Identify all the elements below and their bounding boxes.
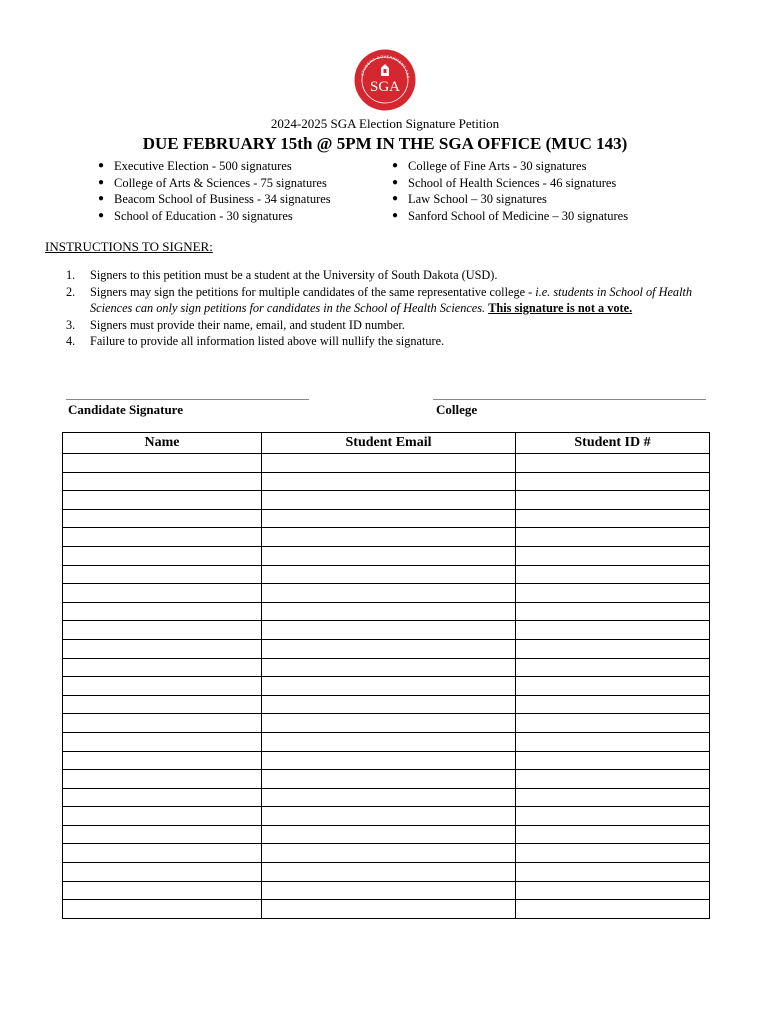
student-id-cell[interactable] bbox=[516, 695, 710, 714]
requirement-item: ● School of Education - 30 signatures bbox=[98, 208, 293, 223]
requirement-item: ● School of Health Sciences - 46 signatures bbox=[392, 175, 617, 190]
college-line[interactable] bbox=[433, 399, 706, 400]
instruction-item: 2. Signers may sign the petitions for multiple candidates of the same representative college - i.e. students in School of Health Sciences can only sign petitions for candidates in the School of Health Sciences. This signature is not a vote. bbox=[66, 284, 693, 315]
table-row bbox=[63, 621, 710, 640]
student-id-cell[interactable] bbox=[516, 900, 710, 919]
column-header-email: Student Email bbox=[262, 433, 516, 454]
bullet-icon: ● bbox=[98, 209, 105, 221]
email-cell[interactable] bbox=[262, 509, 516, 528]
table-row bbox=[63, 863, 710, 882]
email-cell[interactable] bbox=[262, 770, 516, 789]
due-date-title: DUE FEBRUARY 15th @ 5PM IN THE SGA OFFICE (MUC 143) bbox=[142, 134, 628, 153]
signature-rows bbox=[63, 454, 710, 919]
table-row bbox=[63, 454, 710, 473]
student-id-cell[interactable] bbox=[516, 472, 710, 491]
name-cell[interactable] bbox=[63, 602, 262, 621]
college-label: College bbox=[436, 402, 478, 417]
instructions-list bbox=[66, 267, 726, 350]
email-cell[interactable] bbox=[262, 565, 516, 584]
table-row bbox=[63, 807, 710, 826]
student-id-cell[interactable] bbox=[516, 751, 710, 770]
email-cell[interactable] bbox=[262, 807, 516, 826]
email-cell[interactable] bbox=[262, 491, 516, 510]
petition-subtitle: 2024-2025 SGA Election Signature Petition bbox=[270, 116, 500, 131]
name-cell[interactable] bbox=[63, 807, 262, 826]
student-id-cell[interactable] bbox=[516, 807, 710, 826]
table-row bbox=[63, 472, 710, 491]
student-id-cell[interactable] bbox=[516, 509, 710, 528]
column-header-name: Name bbox=[63, 433, 262, 454]
table-row bbox=[63, 751, 710, 770]
requirements-list-left bbox=[98, 158, 331, 224]
name-cell[interactable] bbox=[63, 900, 262, 919]
name-cell[interactable] bbox=[63, 844, 262, 863]
student-id-cell[interactable] bbox=[516, 788, 710, 807]
name-cell[interactable] bbox=[63, 509, 262, 528]
student-id-cell[interactable] bbox=[516, 677, 710, 696]
signature-table bbox=[62, 432, 710, 919]
name-cell[interactable] bbox=[63, 751, 262, 770]
table-row bbox=[63, 509, 710, 528]
email-cell[interactable] bbox=[262, 621, 516, 640]
not-a-vote-note: This signature is not a vote. bbox=[488, 301, 633, 315]
table-row bbox=[63, 732, 710, 751]
bullet-icon: ● bbox=[392, 209, 399, 221]
email-cell[interactable] bbox=[262, 751, 516, 770]
student-id-cell[interactable] bbox=[516, 602, 710, 621]
table-row bbox=[63, 677, 710, 696]
table-row bbox=[63, 844, 710, 863]
table-row bbox=[63, 602, 710, 621]
name-cell[interactable] bbox=[63, 825, 262, 844]
bullet-icon: ● bbox=[392, 160, 399, 171]
name-cell[interactable] bbox=[63, 863, 262, 882]
table-row bbox=[63, 491, 710, 510]
requirement-item: ● Beacom School of Business - 34 signatures bbox=[98, 192, 331, 206]
email-cell[interactable] bbox=[262, 788, 516, 807]
email-cell[interactable] bbox=[262, 863, 516, 882]
instruction-item: 4. Failure to provide all information listed above will nullify the signature. bbox=[66, 334, 445, 348]
student-id-cell[interactable] bbox=[516, 881, 710, 900]
sga-logo bbox=[354, 49, 416, 111]
student-id-cell[interactable] bbox=[516, 770, 710, 789]
email-cell[interactable] bbox=[262, 472, 516, 491]
bullet-icon: ● bbox=[98, 193, 105, 204]
table-row bbox=[63, 658, 710, 677]
student-id-cell[interactable] bbox=[516, 621, 710, 640]
bullet-icon: ● bbox=[98, 176, 105, 188]
requirement-item: ● College of Fine Arts - 30 signatures bbox=[392, 159, 587, 173]
email-cell[interactable] bbox=[262, 714, 516, 733]
instructions-heading: INSTRUCTIONS TO SIGNER: bbox=[45, 239, 213, 254]
table-row bbox=[63, 900, 710, 919]
name-cell[interactable] bbox=[63, 491, 262, 510]
bullet-icon: ● bbox=[392, 176, 399, 188]
email-cell[interactable] bbox=[262, 881, 516, 900]
name-cell[interactable] bbox=[63, 584, 262, 603]
name-cell[interactable] bbox=[63, 714, 262, 733]
instruction-item: 3. Signers must provide their name, email, and student ID number. bbox=[66, 317, 405, 332]
instruction-item: 1. Signers to this petition must be a student at the University of South Dakota (USD). bbox=[66, 268, 498, 282]
requirement-item: ● College of Arts & Sciences - 75 signatures bbox=[98, 175, 327, 190]
student-id-cell[interactable] bbox=[516, 565, 710, 584]
email-cell[interactable] bbox=[262, 732, 516, 751]
name-cell[interactable] bbox=[63, 639, 262, 658]
table-row bbox=[63, 546, 710, 565]
requirements-list-right bbox=[392, 158, 628, 224]
email-cell[interactable] bbox=[262, 844, 516, 863]
requirement-item: ● Executive Election - 500 signatures bbox=[98, 159, 292, 173]
table-row bbox=[63, 714, 710, 733]
table-row bbox=[63, 770, 710, 789]
name-cell[interactable] bbox=[63, 770, 262, 789]
name-cell[interactable] bbox=[63, 732, 262, 751]
name-cell[interactable] bbox=[63, 621, 262, 640]
student-id-cell[interactable] bbox=[516, 639, 710, 658]
name-cell[interactable] bbox=[63, 454, 262, 473]
email-cell[interactable] bbox=[262, 695, 516, 714]
name-cell[interactable] bbox=[63, 658, 262, 677]
student-id-cell[interactable] bbox=[516, 528, 710, 547]
table-header-row bbox=[63, 433, 710, 454]
table-row bbox=[63, 695, 710, 714]
requirement-item: ● Law School – 30 signatures bbox=[392, 192, 547, 206]
logo-text: SGA bbox=[369, 79, 401, 95]
student-id-cell[interactable] bbox=[516, 491, 710, 510]
column-header-student-id: Student ID # bbox=[516, 433, 710, 454]
email-cell[interactable] bbox=[262, 677, 516, 696]
student-id-cell[interactable] bbox=[516, 454, 710, 473]
table-row bbox=[63, 584, 710, 603]
email-cell[interactable] bbox=[262, 584, 516, 603]
table-row bbox=[63, 639, 710, 658]
student-id-cell[interactable] bbox=[516, 546, 710, 565]
email-cell[interactable] bbox=[262, 658, 516, 677]
candidate-signature-label: Candidate Signature bbox=[68, 402, 183, 417]
table-row bbox=[63, 881, 710, 900]
instruction-example: i.e. students in School of Health Sciences can only sign petitions for candidates in the School of Health Sciences. bbox=[90, 284, 693, 315]
email-cell[interactable] bbox=[262, 454, 516, 473]
email-cell[interactable] bbox=[262, 900, 516, 919]
table-row bbox=[63, 788, 710, 807]
student-id-cell[interactable] bbox=[516, 825, 710, 844]
student-id-cell[interactable] bbox=[516, 714, 710, 733]
name-cell[interactable] bbox=[63, 677, 262, 696]
bullet-icon: ● bbox=[98, 160, 105, 171]
name-cell[interactable] bbox=[63, 788, 262, 807]
table-row bbox=[63, 565, 710, 584]
requirement-item: ● Sanford School of Medicine – 30 signatures bbox=[392, 208, 629, 223]
email-cell[interactable] bbox=[262, 528, 516, 547]
student-id-cell[interactable] bbox=[516, 863, 710, 882]
email-cell[interactable] bbox=[262, 639, 516, 658]
table-row bbox=[63, 528, 710, 547]
name-cell[interactable] bbox=[63, 528, 262, 547]
email-cell[interactable] bbox=[262, 602, 516, 621]
student-id-cell[interactable] bbox=[516, 732, 710, 751]
student-id-cell[interactable] bbox=[516, 658, 710, 677]
table-row bbox=[63, 825, 710, 844]
bullet-icon: ● bbox=[392, 193, 399, 204]
svg-text:STUDENT GOVERNMENT ASSOCIATION: STUDENT GOVERNMENT ASS bbox=[360, 54, 410, 79]
name-cell[interactable] bbox=[63, 695, 262, 714]
candidate-signature-line[interactable] bbox=[66, 399, 309, 400]
name-cell[interactable] bbox=[63, 565, 262, 584]
email-cell[interactable] bbox=[262, 546, 516, 565]
student-id-cell[interactable] bbox=[516, 584, 710, 603]
name-cell[interactable] bbox=[63, 546, 262, 565]
email-cell[interactable] bbox=[262, 825, 516, 844]
name-cell[interactable] bbox=[63, 881, 262, 900]
student-id-cell[interactable] bbox=[516, 844, 710, 863]
name-cell[interactable] bbox=[63, 472, 262, 491]
